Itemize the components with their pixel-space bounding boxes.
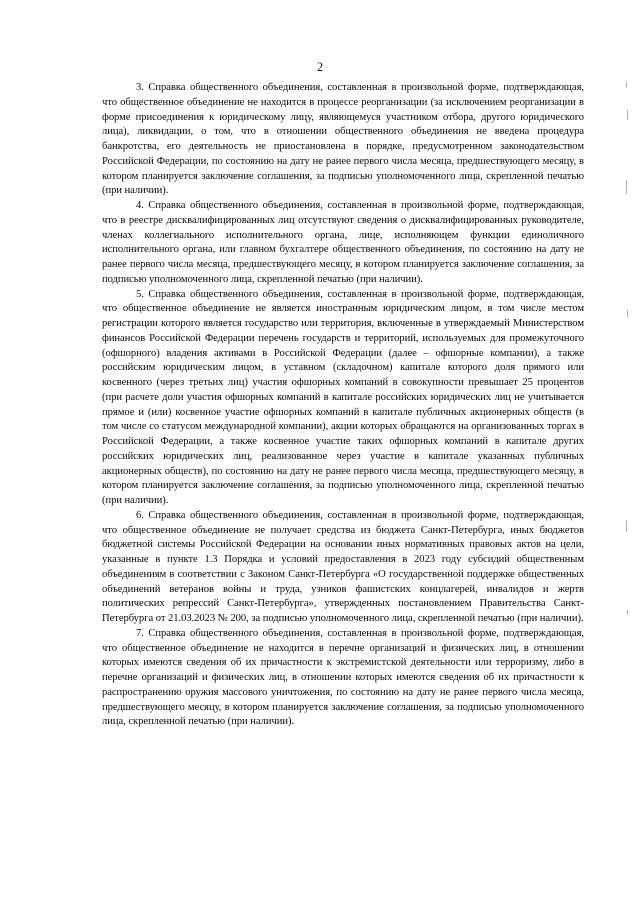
scan-speck xyxy=(627,610,628,615)
scan-speck xyxy=(626,180,627,194)
paragraph-4: 4. Справка общественного объединения, составленная в произвольной форме, подтверждающая, что в реестре дисквалифицированных лиц отсутствуют сведения о дисквалифицированных руководителе, членах коллегиального исполнительного органа, лице, исполняющем функции единоличного исполнительного органа, или главном бухгалтере общественного объединения, по состоянию на дату не ранее первого числа месяца, предшествующего месяцу, в котором планируется заключение соглашения, за подписью уполномоченного лица, скрепленной печатью (при наличии). xyxy=(102,200,584,285)
scan-speck xyxy=(626,82,627,88)
document-body xyxy=(102,81,584,730)
paragraph-7: 7. Справка общественного объединения, составленная в произвольной форме, подтверждающая, что общественное объединение не находится в перечне организаций и физических лиц, в отношении которых имеются сведения об их причастности к экстремистской деятельности или терроризму, либо в перечне организаций и физических лиц, в отношении которых имеются сведения об их причастности к распространению оружия массового уничтожения, по состоянию на дату не ранее первого числа месяца, предшествующего месяцу, в котором планируется заключение соглашения, за подписью уполномоченного лица, скрепленной печатью (при наличии). xyxy=(102,627,584,728)
scan-speck xyxy=(627,310,628,317)
paragraph-6: 6. Справка общественного объединения, составленная в произвольной форме, подтверждающая, что общественное объединение не получает средства из бюджета Санкт-Петербурга, иных бюджетов бюджетной системы Российской Федерации на основании иных нормативных правовых актов на цели, указанные в пункте 1.3 Порядка и условий предоставления в 2023 году субсидий общественным объединениям в соответствии с Законом Санкт-Петербурга «О государственной поддержке общественных объединений ветеранов войны и труда, узников фашистских концлагерей, инвалидов и жертв политических репрессий Санкт-Петербурга», утвержденных постановлением Правительства Санкт-Петербурга от 21.03.2023 № 200, за подписью уполномоченного лица, скрепленной печатью (при наличии). xyxy=(102,509,584,624)
scan-speck xyxy=(626,520,627,532)
paragraph-5: 5. Справка общественного объединения, составленная в произвольной форме, подтверждающая, что общественное объединение не является иностранным юридическим лицом, в том числе местом регистрации которого является государство или территория, включенные в утверждаемый Министерством финансов Российской Федерации перечень государств и территорий, используемых для промежуточного (офшорного) владения активами в Российской Федерации (далее – офшорные компании), а также российским юридическим лицом, в уставном (складочном) капитале которого доля прямого или косвенного (через третьих лиц) участия офшорных компаний в совокупности превышает 25 процентов (при расчете доли участия офшорных компаний в капитале российских юридических лиц не учитывается прямое и (или) косвенное участие офшорных компаний в капитале публичных акционерных обществ (в том числе со статусом международной компании), акции которых обращаются на организованных торгах в Российской Федерации, а также косвенное участие таких офшорных компаний в капитале других российских юридических лиц, реализованное через участие в капитале указанных публичных акционерных обществ), по состоянию на дату не ранее первого числа месяца, предшествующего месяцу, в котором планируется заключение соглашения, за подписью уполномоченного лица, скрепленной печатью (при наличии). xyxy=(102,288,584,506)
scan-speck xyxy=(627,110,628,120)
page-number: 2 xyxy=(316,60,324,74)
paragraph-3: 3. Справка общественного объединения, составленная в произвольной форме, подтверждающая, что общественное объединение не находится в процессе реорганизации (за исключением реорганизации в форме присоединения к юридическому лицу, являющемуся участником отбора, другого юридического лица), ликвидации, о том, что в отношении общественного объединения не введена процедура банкротства, его деятельность не приостановлена в порядке, предусмотренном законодательством Российской Федерации, по состоянию на дату не ранее первого числа месяца, предшествующего месяцу, в котором планируется заключение соглашения, за подписью уполномоченного лица, скрепленной печатью (при наличии). xyxy=(102,82,584,197)
